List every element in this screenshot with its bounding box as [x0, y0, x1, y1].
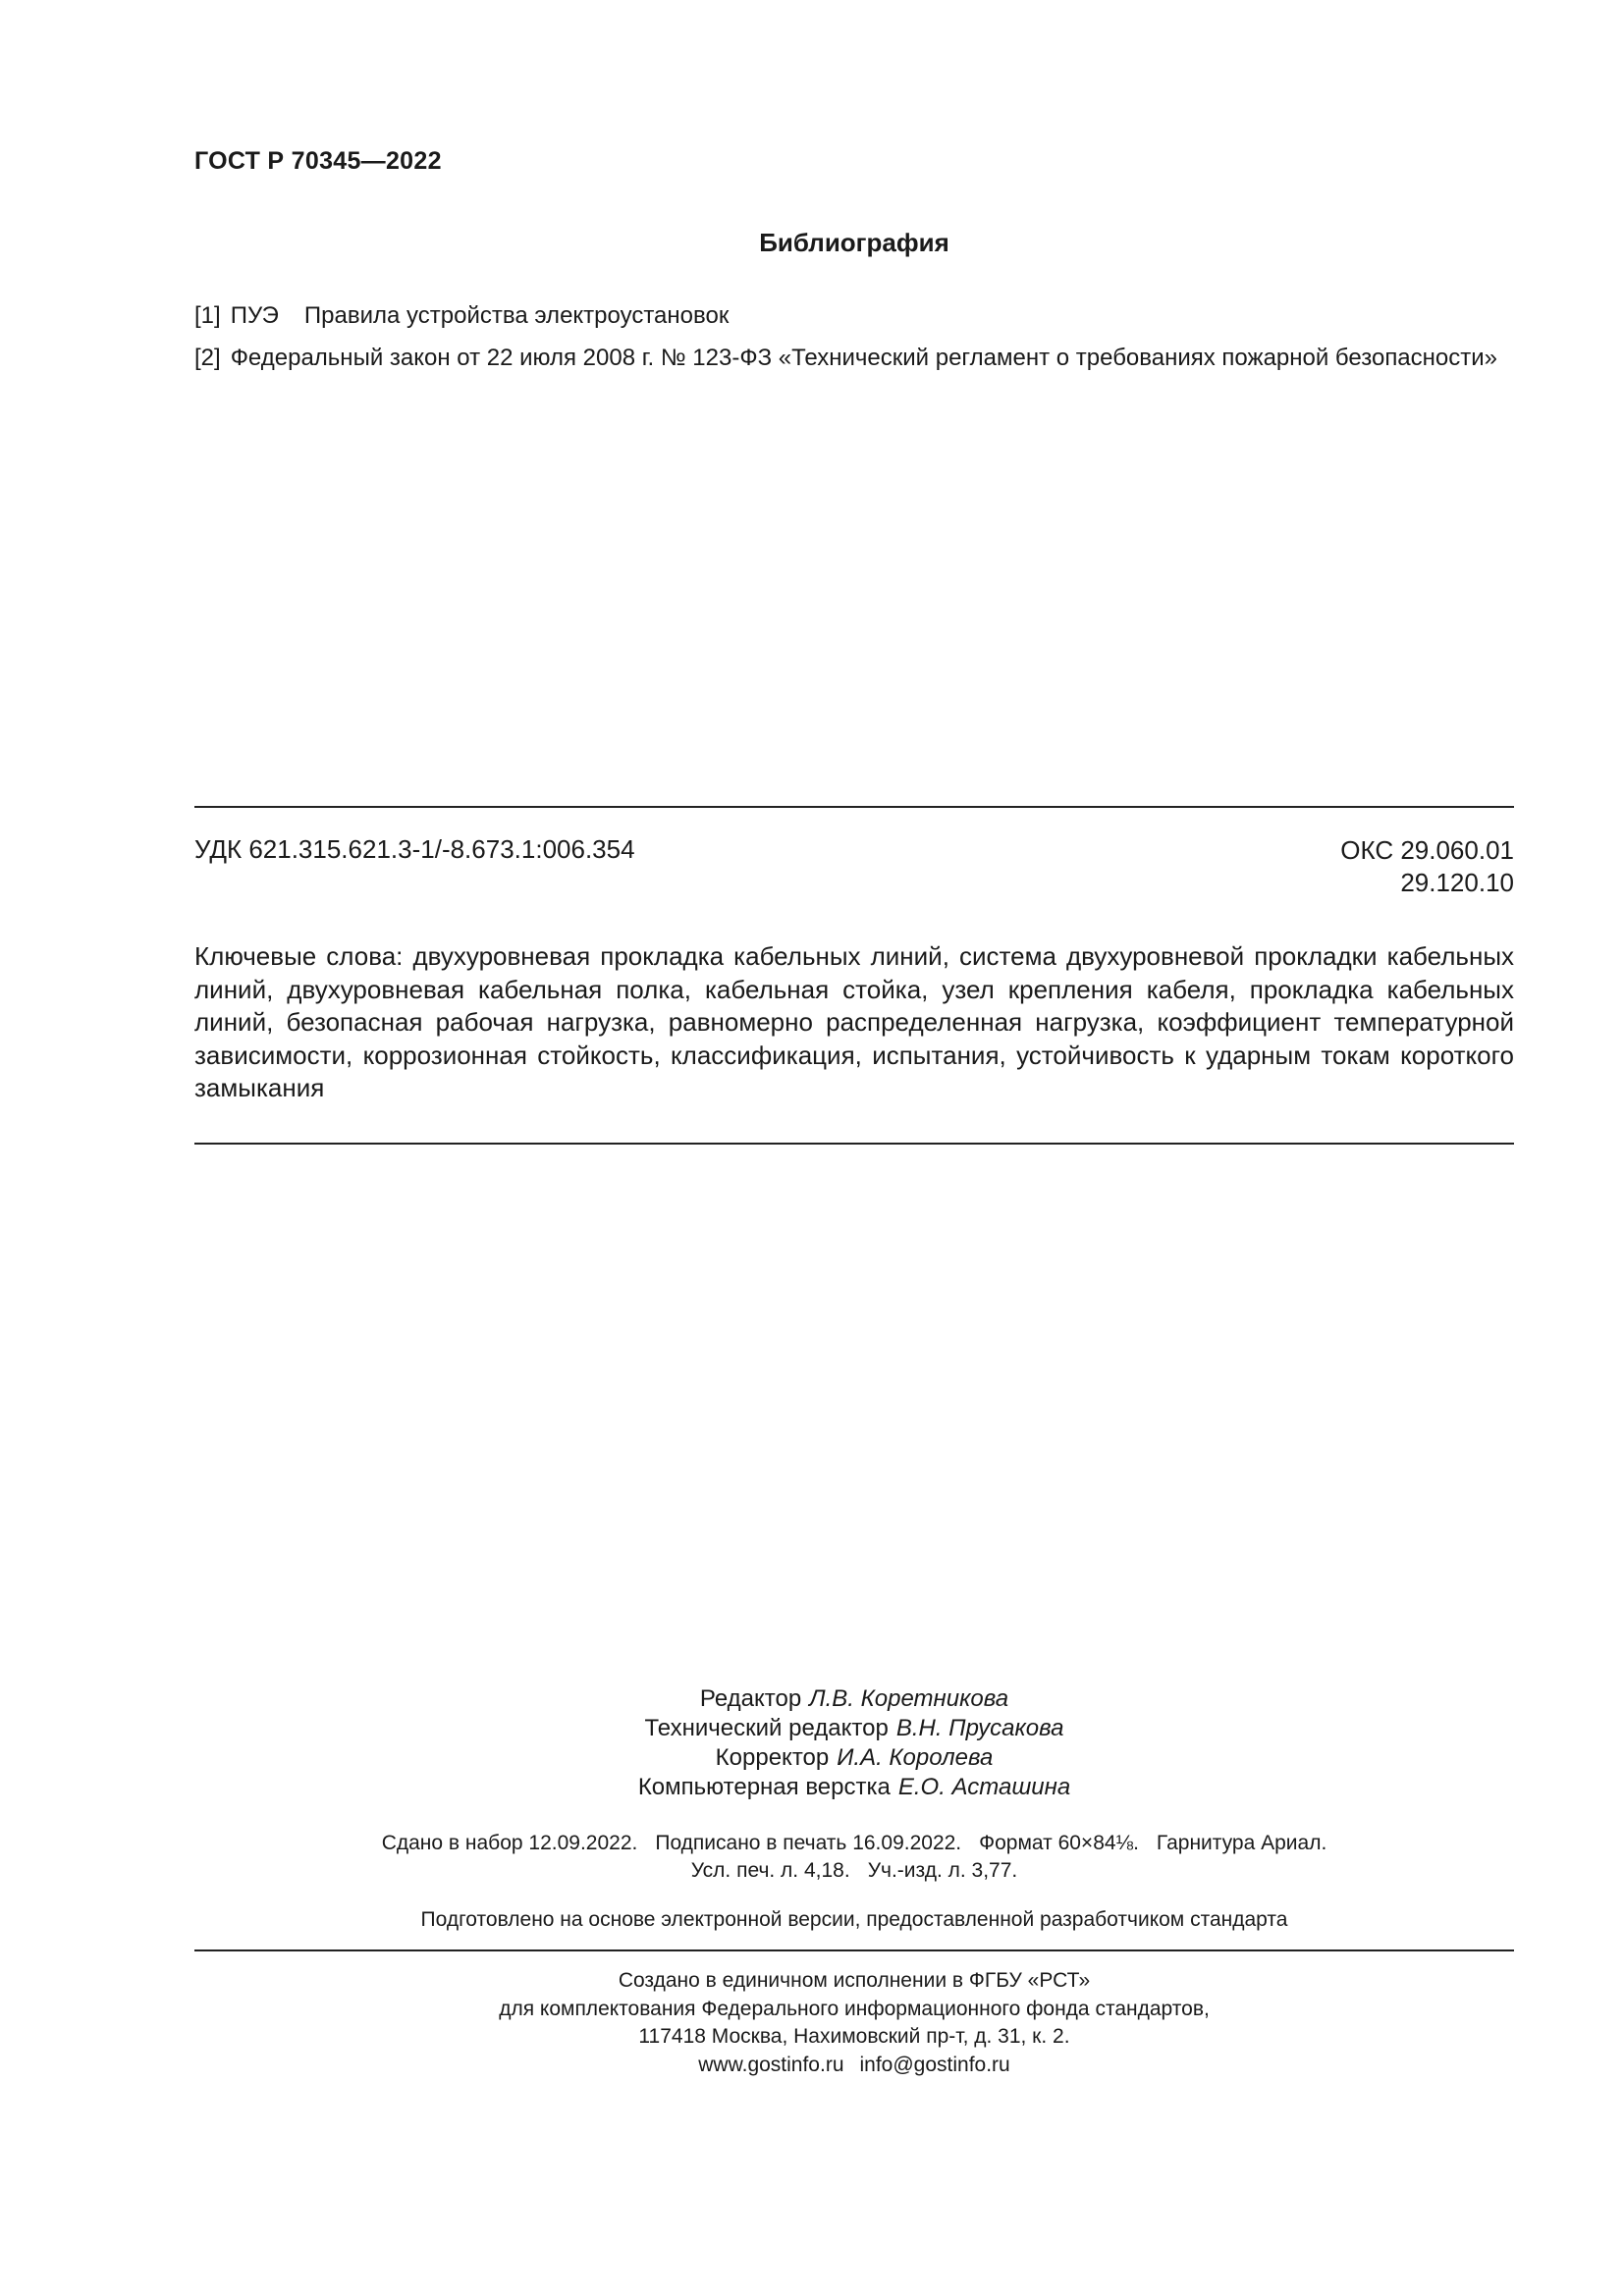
staff-name: И.А. Королева	[837, 1744, 994, 1771]
print-typeface: Гарнитура Ариал.	[1156, 1832, 1327, 1854]
entry-abbreviation: ПУЭ	[230, 302, 279, 329]
divider-middle	[194, 1143, 1514, 1145]
staff-line	[0, 1773, 1624, 1802]
prepared-note: Подготовлено на основе электронной версии, предоставленной разработчиком стандарта	[420, 1908, 1288, 1931]
document-header-id: ГОСТ Р 70345—2022	[194, 147, 442, 175]
udk-code: УДК 621.315.621.3-1/-8.673.1:006.354	[194, 834, 635, 864]
bibliography-title: Библиография	[759, 228, 949, 257]
staff-name: Л.В. Коретникова	[809, 1685, 1009, 1712]
print-info	[0, 1830, 1624, 1885]
print-info-line-1	[0, 1830, 1624, 1857]
publisher-footer	[0, 1967, 1624, 2079]
print-format: Формат 60×84⅛.	[979, 1832, 1139, 1854]
website-link[interactable]: www.gostinfo.ru	[698, 2053, 844, 2076]
print-sheets: Усл. печ. л. 4,18.	[690, 1859, 850, 1882]
oks-codes	[1340, 834, 1514, 899]
staff-name: В.Н. Прусакова	[895, 1715, 1064, 1741]
footer-contacts	[0, 2052, 1624, 2080]
divider-bottom	[194, 1949, 1514, 1951]
staff-credits	[0, 1684, 1624, 1802]
entry-text: Федеральный закон от 22 июля 2008 г. № 123-ФЗ «Технический регламент о требованиях пожарной безопасности»	[230, 345, 1498, 371]
staff-role: Компьютерная верстка	[637, 1774, 891, 1800]
divider-top	[194, 806, 1514, 808]
footer-line-1: Создано в единичном исполнении в ФГБУ «РСТ»	[618, 1969, 1091, 1992]
staff-role: Редактор	[699, 1685, 802, 1712]
staff-line	[0, 1743, 1624, 1773]
print-info-line-2	[0, 1857, 1624, 1885]
print-signed-date: Подписано в печать 16.09.2022.	[655, 1832, 962, 1854]
bibliography-entry	[194, 345, 1497, 372]
entry-number: [1]	[194, 302, 221, 329]
staff-line	[0, 1684, 1624, 1714]
email-link[interactable]: info@gostinfo.ru	[859, 2053, 1010, 2076]
oks-code-2: 29.120.10	[1400, 868, 1514, 897]
keywords-paragraph: Ключевые слова: двухуровневая прокладка кабельных линий, система двухуровневой прокладки кабельных линий, двухуровневая кабельная полка, кабельная стойка, узел крепления кабеля, прокладка кабельных линий, безопасная рабочая нагрузка, равномерно распределенная нагрузка, коэффициент температурной зависимости, коррозионная стойкость, классификация, испытания, устойчивость к ударным токам короткого замыкания	[194, 941, 1514, 1102]
bibliography-entry	[194, 302, 729, 330]
entry-number: [2]	[194, 345, 221, 371]
footer-address: 117418 Москва, Нахимовский пр-т, д. 31, к. 2.	[638, 2025, 1070, 2048]
print-typeset-date: Сдано в набор 12.09.2022.	[381, 1832, 638, 1854]
staff-role: Корректор	[715, 1744, 830, 1771]
staff-name: Е.О. Асташина	[897, 1774, 1071, 1800]
staff-role: Технический редактор	[644, 1715, 889, 1741]
entry-text: Правила устройства электроустановок	[303, 302, 730, 329]
oks-code-1: ОКС 29.060.01	[1340, 835, 1514, 865]
footer-line-2: для комплектования Федерального информационного фонда стандартов,	[499, 1997, 1210, 2020]
print-publisher-sheets: Уч.-изд. л. 3,77.	[867, 1859, 1018, 1882]
staff-line	[0, 1714, 1624, 1743]
